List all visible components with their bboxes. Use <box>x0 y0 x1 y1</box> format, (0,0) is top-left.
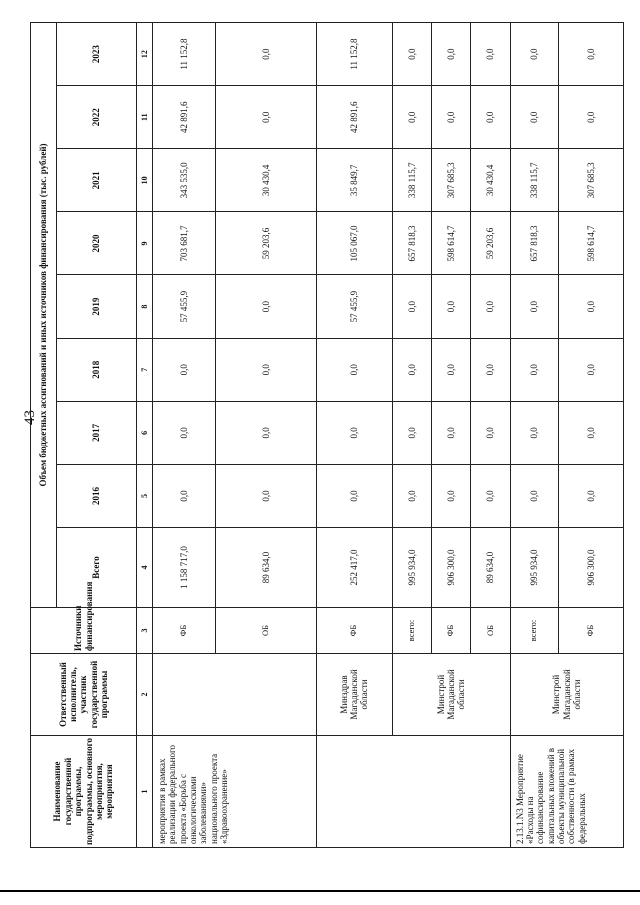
value-cell: 59 203,6 <box>471 212 510 275</box>
column-number: 4 <box>137 528 153 608</box>
executor-cell: Минстрой Магаданской области <box>392 654 510 736</box>
header-year: 2017 <box>57 401 137 464</box>
value-cell: 0,0 <box>510 275 558 338</box>
value-cell: 0,0 <box>510 86 558 149</box>
source-cell: ФБ <box>316 608 392 654</box>
executor-cell: Минздрав Магаданской области <box>316 654 392 736</box>
value-cell: 0,0 <box>316 401 392 464</box>
column-number: 1 <box>137 736 153 848</box>
value-cell: 995 934,0 <box>392 528 431 608</box>
value-cell: 89 634,0 <box>216 528 316 608</box>
header-year: 2019 <box>57 275 137 338</box>
source-cell: ОБ <box>471 608 510 654</box>
column-number: 8 <box>137 275 153 338</box>
header-year: 2016 <box>57 464 137 527</box>
value-cell: 0,0 <box>510 338 558 401</box>
value-cell: 657 818,3 <box>510 212 558 275</box>
value-cell: 338 115,7 <box>510 149 558 212</box>
source-cell: ОБ <box>216 608 316 654</box>
value-cell: 0,0 <box>558 338 623 401</box>
header-total: Всего <box>57 528 137 608</box>
activity-name-continued <box>316 736 510 848</box>
value-cell: 0,0 <box>558 275 623 338</box>
header-name: Наименование государственной программы, подпрограммы, основного мероприятия, мероприятия <box>31 736 137 848</box>
table-row <box>153 23 216 848</box>
value-cell: 0,0 <box>316 464 392 527</box>
value-cell: 0,0 <box>471 401 510 464</box>
value-cell: 30 430,4 <box>471 149 510 212</box>
header-group: Объем бюджетных ассигнований и иных источников финансирования (тыс. рублей) <box>31 23 57 608</box>
value-cell: 0,0 <box>392 23 431 86</box>
value-cell: 0,0 <box>153 401 216 464</box>
source-cell: всего: <box>392 608 431 654</box>
value-cell: 0,0 <box>510 23 558 86</box>
value-cell: 0,0 <box>392 464 431 527</box>
activity-name: 2.13.1.N3 Мероприятие «Расходы на софинансирование капитальных вложений в объекты муниципальной собственности (в рамках федеральных <box>510 736 623 848</box>
value-cell: 0,0 <box>153 464 216 527</box>
value-cell: 598 614,7 <box>432 212 471 275</box>
table-row <box>316 23 392 848</box>
value-cell: 0,0 <box>392 86 431 149</box>
value-cell: 0,0 <box>153 338 216 401</box>
executor-cell <box>153 654 317 736</box>
value-cell: 0,0 <box>558 401 623 464</box>
source-cell: ФБ <box>558 608 623 654</box>
value-cell: 0,0 <box>216 401 316 464</box>
activity-name: мероприятия в рамках реализации федерального проекта «Борьба с онкологическими заболеваниями» национального проекта «Здравоохранение» <box>153 736 317 848</box>
value-cell: 30 430,4 <box>216 149 316 212</box>
value-cell: 0,0 <box>471 275 510 338</box>
budget-table-rotated <box>30 22 624 848</box>
value-cell: 307 685,3 <box>558 149 623 212</box>
value-cell: 0,0 <box>432 401 471 464</box>
value-cell: 42 891,6 <box>153 86 216 149</box>
value-cell: 42 891,6 <box>316 86 392 149</box>
header-year: 2023 <box>57 23 137 86</box>
header-year: 2021 <box>57 149 137 212</box>
value-cell: 307 685,3 <box>432 149 471 212</box>
value-cell: 598 614,7 <box>558 212 623 275</box>
value-cell: 343 535,0 <box>153 149 216 212</box>
source-cell: ФБ <box>432 608 471 654</box>
value-cell: 0,0 <box>558 464 623 527</box>
value-cell: 1 158 717,0 <box>153 528 216 608</box>
value-cell: 703 681,7 <box>153 212 216 275</box>
value-cell: 0,0 <box>216 275 316 338</box>
column-number: 11 <box>137 86 153 149</box>
source-cell: ФБ <box>153 608 216 654</box>
column-number: 5 <box>137 464 153 527</box>
value-cell: 0,0 <box>392 338 431 401</box>
value-cell: 0,0 <box>471 86 510 149</box>
value-cell: 0,0 <box>471 23 510 86</box>
value-cell: 0,0 <box>432 464 471 527</box>
value-cell: 0,0 <box>432 275 471 338</box>
executor-cell: Минстрой Магаданской области <box>510 654 623 736</box>
header-source: Источники финансирования <box>31 608 137 654</box>
value-cell: 11 152,8 <box>153 23 216 86</box>
value-cell: 252 417,0 <box>316 528 392 608</box>
source-cell: всего: <box>510 608 558 654</box>
value-cell: 995 934,0 <box>510 528 558 608</box>
column-number: 10 <box>137 149 153 212</box>
column-number: 2 <box>137 654 153 736</box>
header-year: 2018 <box>57 338 137 401</box>
value-cell: 657 818,3 <box>392 212 431 275</box>
value-cell: 57 455,9 <box>153 275 216 338</box>
value-cell: 0,0 <box>216 338 316 401</box>
value-cell: 89 634,0 <box>471 528 510 608</box>
value-cell: 0,0 <box>432 23 471 86</box>
value-cell: 0,0 <box>216 86 316 149</box>
value-cell: 105 067,0 <box>316 212 392 275</box>
column-number: 12 <box>137 23 153 86</box>
value-cell: 59 203,6 <box>216 212 316 275</box>
value-cell: 0,0 <box>216 464 316 527</box>
header-executor: Ответственный исполнитель, участник государственной программы <box>31 654 137 736</box>
column-number: 9 <box>137 212 153 275</box>
value-cell: 11 152,8 <box>316 23 392 86</box>
value-cell: 57 455,9 <box>316 275 392 338</box>
value-cell: 0,0 <box>558 23 623 86</box>
value-cell: 906 300,0 <box>558 528 623 608</box>
value-cell: 338 115,7 <box>392 149 431 212</box>
table-row <box>392 23 431 848</box>
value-cell: 0,0 <box>510 401 558 464</box>
value-cell: 0,0 <box>316 338 392 401</box>
budget-table <box>30 22 624 848</box>
column-number: 7 <box>137 338 153 401</box>
header-year: 2020 <box>57 212 137 275</box>
value-cell: 35 849,7 <box>316 149 392 212</box>
value-cell: 906 300,0 <box>432 528 471 608</box>
column-number: 3 <box>137 608 153 654</box>
page-number: 43 <box>22 410 38 425</box>
column-number: 6 <box>137 401 153 464</box>
value-cell: 0,0 <box>392 401 431 464</box>
value-cell: 0,0 <box>471 464 510 527</box>
value-cell: 0,0 <box>471 338 510 401</box>
value-cell: 0,0 <box>558 86 623 149</box>
header-year: 2022 <box>57 86 137 149</box>
page-bottom-rule <box>0 890 640 892</box>
value-cell: 0,0 <box>432 86 471 149</box>
table-row <box>510 23 558 848</box>
value-cell: 0,0 <box>216 23 316 86</box>
value-cell: 0,0 <box>432 338 471 401</box>
value-cell: 0,0 <box>392 275 431 338</box>
value-cell: 0,0 <box>510 464 558 527</box>
